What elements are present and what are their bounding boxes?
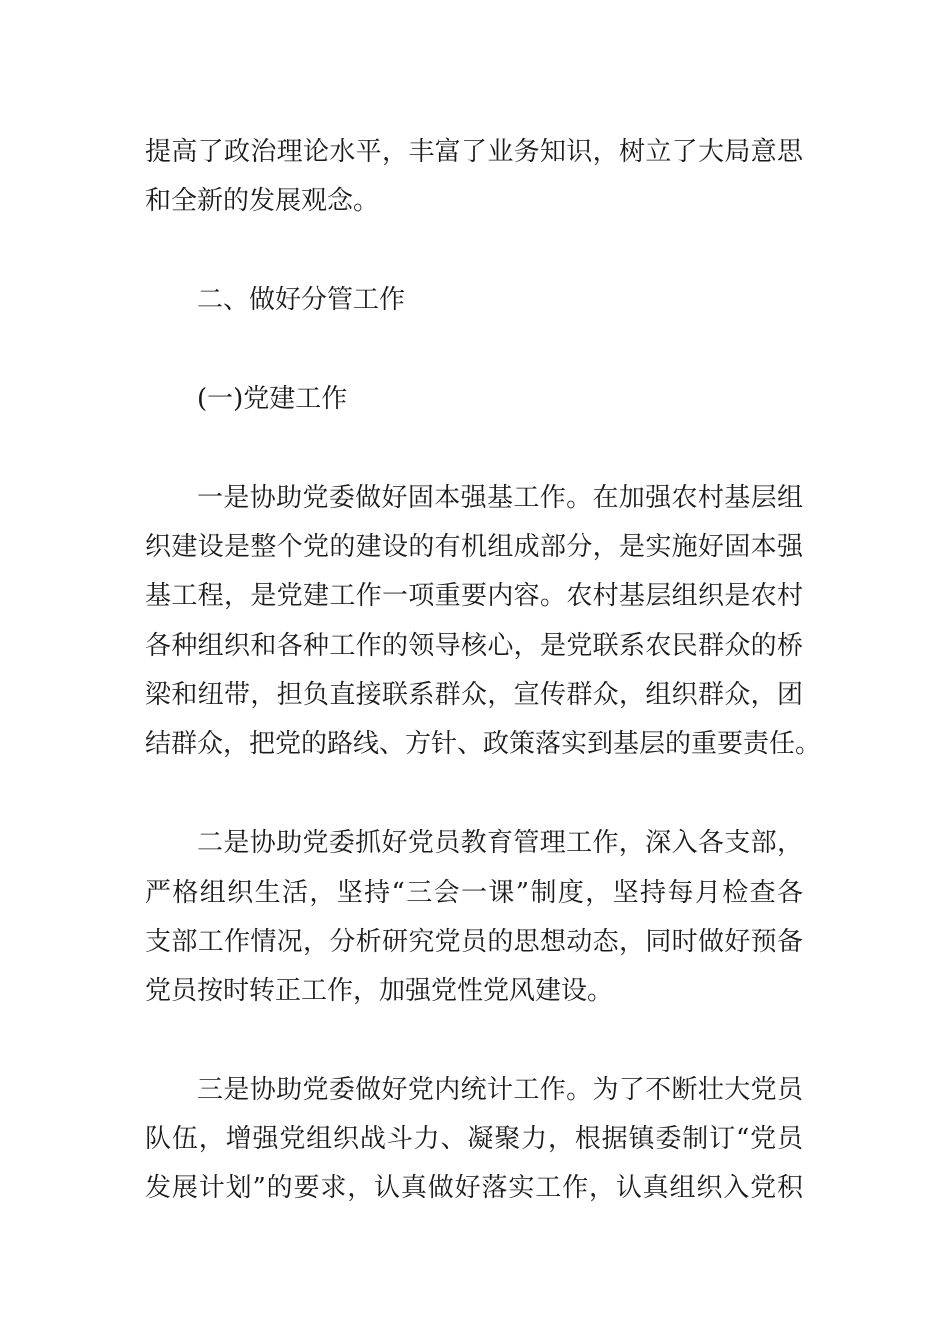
text-line [0, 823, 950, 863]
text-line [0, 675, 950, 715]
text-line [0, 971, 950, 1011]
text-line [0, 873, 950, 913]
text-line-content: 和全新的发展观念。 [145, 186, 380, 216]
subsection-heading [0, 379, 950, 419]
text-line-content: 二是协助党委抓好党员教育管理工作，深入各支部， [197, 828, 803, 858]
text-line-content: 结群众，把党的路线、方针、政策落实到基层的重要责任。 [145, 729, 822, 759]
text-line-content: 提高了政治理论水平，丰富了业务知识，树立了大局意思 [145, 137, 803, 167]
text-line [0, 478, 950, 518]
text-line-content: 队伍，增强党组织战斗力、凝聚力，根据镇委制订“党员 [145, 1124, 803, 1154]
text-line-content: 基工程，是党建工作一项重要内容。农村基层组织是农村 [145, 581, 803, 611]
text-line-content: 严格组织生活，坚持“三会一课”制度，坚持每月检查各 [145, 878, 803, 908]
text-line [0, 1119, 950, 1159]
text-line [0, 626, 950, 666]
text-line-content: 三是协助党委做好党内统计工作。为了不断壮大党员 [197, 1075, 803, 1105]
text-line-content: 织建设是整个党的建设的有机组成部分，是实施好固本强 [145, 532, 803, 562]
text-line [0, 576, 950, 616]
text-line-content: 支部工作情况，分析研究党员的思想动态，同时做好预备 [145, 927, 803, 957]
text-line-content: 一是协助党委做好固本强基工作。在加强农村基层组 [197, 483, 803, 513]
section-heading-text: 二、做好分管工作 [197, 285, 406, 315]
text-line [0, 132, 950, 172]
text-line-content: 梁和纽带，担负直接联系群众，宣传群众，组织群众，团 [145, 680, 803, 710]
text-line [0, 527, 950, 567]
text-line [0, 1168, 950, 1208]
section-heading [0, 280, 950, 320]
subsection-heading-text: (一)党建工作 [197, 384, 348, 414]
text-line [0, 181, 950, 221]
text-line-content: 发展计划”的要求，认真做好落实工作，认真组织入党积 [145, 1173, 803, 1203]
text-line-content: 各种组织和各种工作的领导核心，是党联系农民群众的桥 [145, 631, 803, 661]
text-line [0, 922, 950, 962]
text-line [0, 724, 950, 764]
text-line [0, 1070, 950, 1110]
text-line-content: 党员按时转正工作，加强党性党风建设。 [145, 976, 614, 1006]
